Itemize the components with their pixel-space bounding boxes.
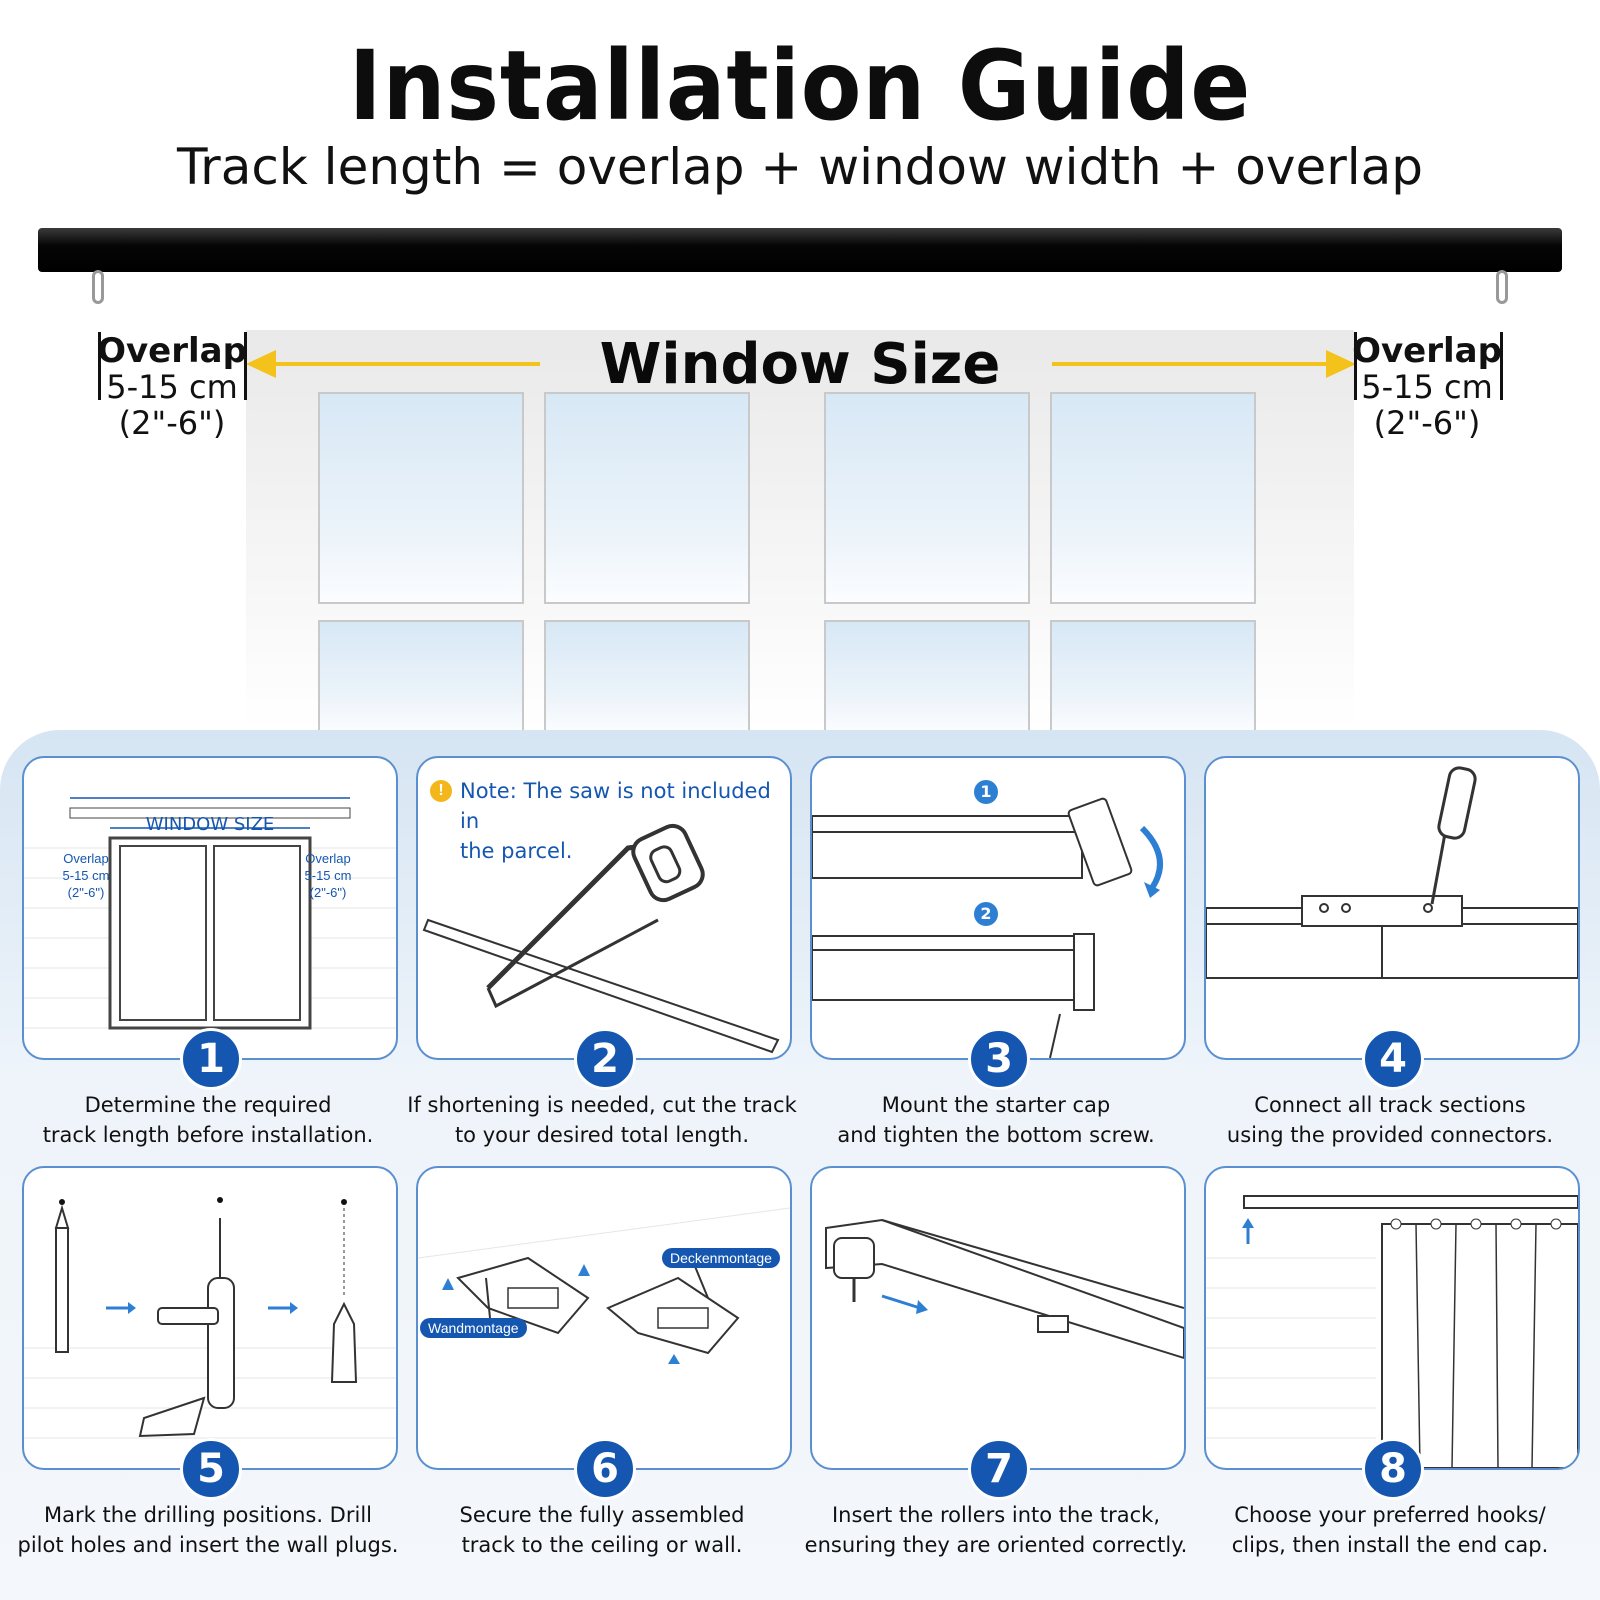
wall-mount-tag: Wandmontage	[420, 1318, 527, 1338]
step-4-badge: 4	[1362, 1028, 1424, 1090]
step-7-badge: 7	[968, 1438, 1030, 1500]
step-6-badge: 6	[574, 1438, 636, 1500]
step-6-card	[416, 1166, 792, 1470]
step-8-card	[1204, 1166, 1580, 1470]
step-4-caption: Connect all track sections using the provided connectors.	[1226, 1093, 1554, 1147]
step-1-card	[22, 756, 398, 1060]
overlap-mini-right: Overlap 5-15 cm (2"-6")	[304, 851, 352, 900]
page-title: Installation Guide	[348, 30, 1252, 142]
substep-1-badge: 1	[974, 780, 998, 804]
substep-2-badge: 2	[974, 902, 998, 926]
step-5-caption: Mark the drilling positions. Drill pilot holes and insert the wall plugs.	[17, 1503, 399, 1557]
ceiling-mount-tag: Deckenmontage	[662, 1248, 780, 1268]
window-size-label: Window Size	[599, 332, 1001, 397]
track-length-formula: Track length = overlap + window width + overlap	[176, 138, 1424, 196]
step-1-caption: Determine the required track length before installation.	[42, 1093, 374, 1147]
step-2-badge: 2	[574, 1028, 636, 1090]
step-3-caption: Mount the starter cap and tighten the bottom screw.	[837, 1093, 1155, 1147]
step-5-badge: 5	[180, 1438, 242, 1500]
step-8-badge: 8	[1362, 1438, 1424, 1500]
step-2-card	[416, 756, 792, 1060]
overlap-mini-left: Overlap 5-15 cm (2"-6")	[62, 851, 110, 900]
step-8-caption: Choose your preferred hooks/ clips, then install the end cap.	[1231, 1503, 1549, 1557]
curtain-track-image	[38, 228, 1562, 272]
step-7-caption: Insert the rollers into the track, ensuring they are oriented correctly.	[804, 1503, 1188, 1557]
step-2-caption: If shortening is needed, cut the track to your desired total length.	[407, 1093, 797, 1147]
warning-icon: !	[430, 780, 452, 802]
step-3-card	[810, 756, 1186, 1060]
step-4-card	[1204, 756, 1580, 1060]
overlap-right-label: Overlap 5-15 cm (2"-6")	[1352, 331, 1502, 442]
window-size-mini-label: WINDOW SIZE	[145, 814, 275, 835]
step-3-badge: 3	[968, 1028, 1030, 1090]
step-5-card	[22, 1166, 398, 1470]
step-7-card	[810, 1166, 1186, 1470]
saw-note: Note: The saw is not included in the parcel.	[460, 779, 771, 863]
end-hook-left-icon	[92, 270, 104, 304]
overlap-left-label: Overlap 5-15 cm (2"-6")	[97, 331, 247, 442]
step-1-badge: 1	[180, 1028, 242, 1090]
step-6-caption: Secure the fully assembled track to the ceiling or wall.	[459, 1503, 745, 1557]
end-hook-right-icon	[1496, 270, 1508, 304]
